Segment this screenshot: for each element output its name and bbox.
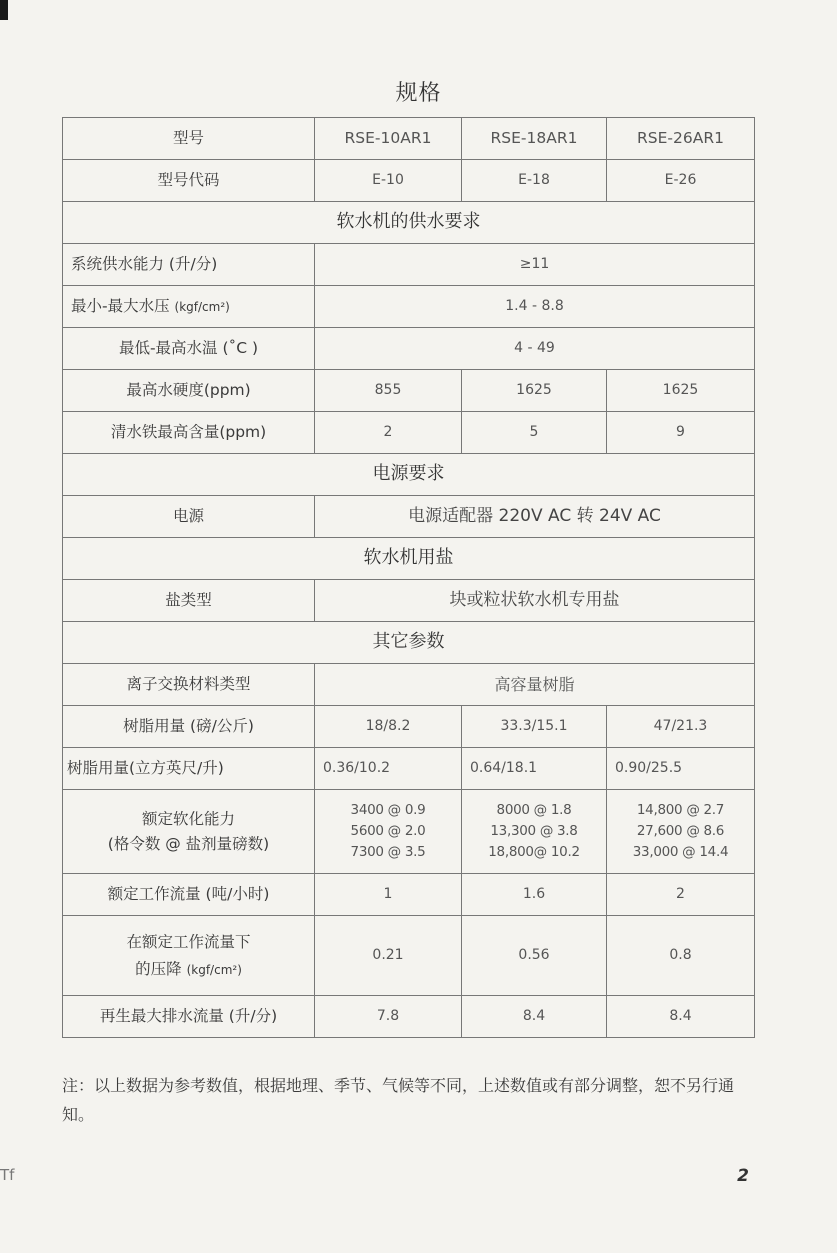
- table-row-resin-weight: [63, 706, 755, 748]
- resin-volume-value: 0.36/10.2: [315, 748, 462, 790]
- pressure-drop-value: 0.8: [607, 916, 755, 996]
- softening-line: 13,300 @ 3.8: [490, 823, 578, 840]
- margin-mark: Tf: [0, 1166, 15, 1184]
- capacity-value: ≥11: [315, 244, 755, 286]
- pressure-drop-value: 0.56: [462, 916, 607, 996]
- temperature-value: 4 - 49: [315, 328, 755, 370]
- flow-value: 1.6: [462, 874, 607, 916]
- pressure-label: [63, 286, 315, 328]
- table-row-salt-type: [63, 580, 755, 622]
- code-cell: E-18: [462, 160, 607, 202]
- table-row-pressure: [63, 286, 755, 328]
- scan-corner-mark: [0, 0, 8, 20]
- pressure-value: 1.4 - 8.8: [315, 286, 755, 328]
- softening-line: 7300 @ 3.5: [350, 843, 426, 860]
- model-cell: RSE-10AR1: [315, 118, 462, 160]
- softening-value: [607, 790, 755, 874]
- table-row-power: [63, 496, 755, 538]
- softening-line: 14,800 @ 2.7: [636, 802, 725, 819]
- table-row-temperature: [63, 328, 755, 370]
- resin-weight-value: 18/8.2: [315, 706, 462, 748]
- resin-volume-value: 0.90/25.5: [607, 748, 755, 790]
- page-title: 规格: [395, 81, 442, 106]
- flow-value: 2: [607, 874, 755, 916]
- section-water-supply: 软水机的供水要求: [63, 202, 755, 244]
- softening-line: 27,600 @ 8.6: [636, 823, 725, 840]
- power-value: 电源适配器 220V AC 转 24V AC: [315, 496, 755, 538]
- section-power: 电源要求: [63, 454, 755, 496]
- drain-value: 7.8: [315, 996, 462, 1038]
- iron-value: 5: [462, 412, 607, 454]
- section-row: [63, 454, 755, 496]
- table-row-iron: [63, 412, 755, 454]
- resin-weight-value: 33.3/15.1: [462, 706, 607, 748]
- softening-line: 18,800@ 10.2: [488, 843, 580, 860]
- softening-value: [315, 790, 462, 874]
- temperature-label: 最低-最高水温 (˚C ): [63, 328, 315, 370]
- model-cell: RSE-18AR1: [462, 118, 607, 160]
- section-salt: 软水机用盐: [63, 538, 755, 580]
- iron-value: 2: [315, 412, 462, 454]
- page-number: 2: [737, 1166, 749, 1186]
- pressure-drop-value: 0.21: [315, 916, 462, 996]
- hardness-value: 1625: [462, 370, 607, 412]
- table-row-flow: [63, 874, 755, 916]
- softening-value: [462, 790, 607, 874]
- softening-line: 5600 @ 2.0: [350, 823, 426, 840]
- softening-line: 8000 @ 1.8: [496, 802, 572, 819]
- code-cell: E-26: [607, 160, 755, 202]
- table-row-model: [63, 118, 755, 160]
- iron-value: 9: [607, 412, 755, 454]
- softening-label: [63, 790, 315, 874]
- power-label: 电源: [63, 496, 315, 538]
- pressure-drop-label-line: [67, 956, 310, 982]
- section-row: [63, 202, 755, 244]
- model-label: 型号: [63, 118, 315, 160]
- table-row-code: [63, 160, 755, 202]
- resin-weight-label: 树脂用量 (磅/公斤): [63, 706, 315, 748]
- pressure-drop-label-unit: (kgf/cm²): [186, 962, 242, 977]
- resin-volume-value: 0.64/18.1: [462, 748, 607, 790]
- section-other: 其它参数: [63, 622, 755, 664]
- table-row-softening: [63, 790, 755, 874]
- section-row: [63, 538, 755, 580]
- code-label: 型号代码: [63, 160, 315, 202]
- softening-line: 33,000 @ 14.4: [632, 843, 729, 860]
- drain-value: 8.4: [607, 996, 755, 1038]
- drain-label: 再生最大排水流量 (升/分): [63, 996, 315, 1038]
- pressure-drop-label-line: 在额定工作流量下: [126, 933, 251, 952]
- table-row-resin-type: [63, 664, 755, 706]
- spec-table: [62, 117, 755, 1038]
- table-row-capacity: [63, 244, 755, 286]
- pressure-label-main: 最小-最大水压: [71, 297, 170, 316]
- table-row-pressure-drop: [63, 916, 755, 996]
- pressure-drop-label: [63, 916, 315, 996]
- capacity-label: 系统供水能力 (升/分): [63, 244, 315, 286]
- pressure-label-unit: (kgf/cm²): [174, 300, 230, 315]
- resin-weight-value: 47/21.3: [607, 706, 755, 748]
- code-cell: E-10: [315, 160, 462, 202]
- salt-type-value: 块或粒状软水机专用盐: [315, 580, 755, 622]
- table-row-hardness: [63, 370, 755, 412]
- section-row: [63, 622, 755, 664]
- resin-volume-label: 树脂用量(立方英尺/升): [63, 748, 315, 790]
- softening-label-line: (格令数 @ 盐剂量磅数): [107, 834, 270, 853]
- salt-type-label: 盐类型: [63, 580, 315, 622]
- flow-value: 1: [315, 874, 462, 916]
- softening-label-line: 额定软化能力: [141, 809, 235, 828]
- softening-line: 3400 @ 0.9: [350, 802, 426, 819]
- flow-label: 额定工作流量 (吨/小时): [63, 874, 315, 916]
- drain-value: 8.4: [462, 996, 607, 1038]
- table-row-resin-volume: [63, 748, 755, 790]
- iron-label: 清水铁最高含量(ppm): [63, 412, 315, 454]
- table-row-drain: [63, 996, 755, 1038]
- hardness-value: 1625: [607, 370, 755, 412]
- model-cell: RSE-26AR1: [607, 118, 755, 160]
- hardness-label: 最高水硬度(ppm): [63, 370, 315, 412]
- resin-type-label: 离子交换材料类型: [63, 664, 315, 706]
- footnote: 注：以上数据为参考数值，根据地理、季节、气候等不同，上述数值或有部分调整，恕不另行通知。: [62, 1076, 735, 1124]
- pressure-drop-label-main: 的压降: [135, 959, 182, 978]
- hardness-value: 855: [315, 370, 462, 412]
- resin-type-value: 高容量树脂: [315, 664, 755, 706]
